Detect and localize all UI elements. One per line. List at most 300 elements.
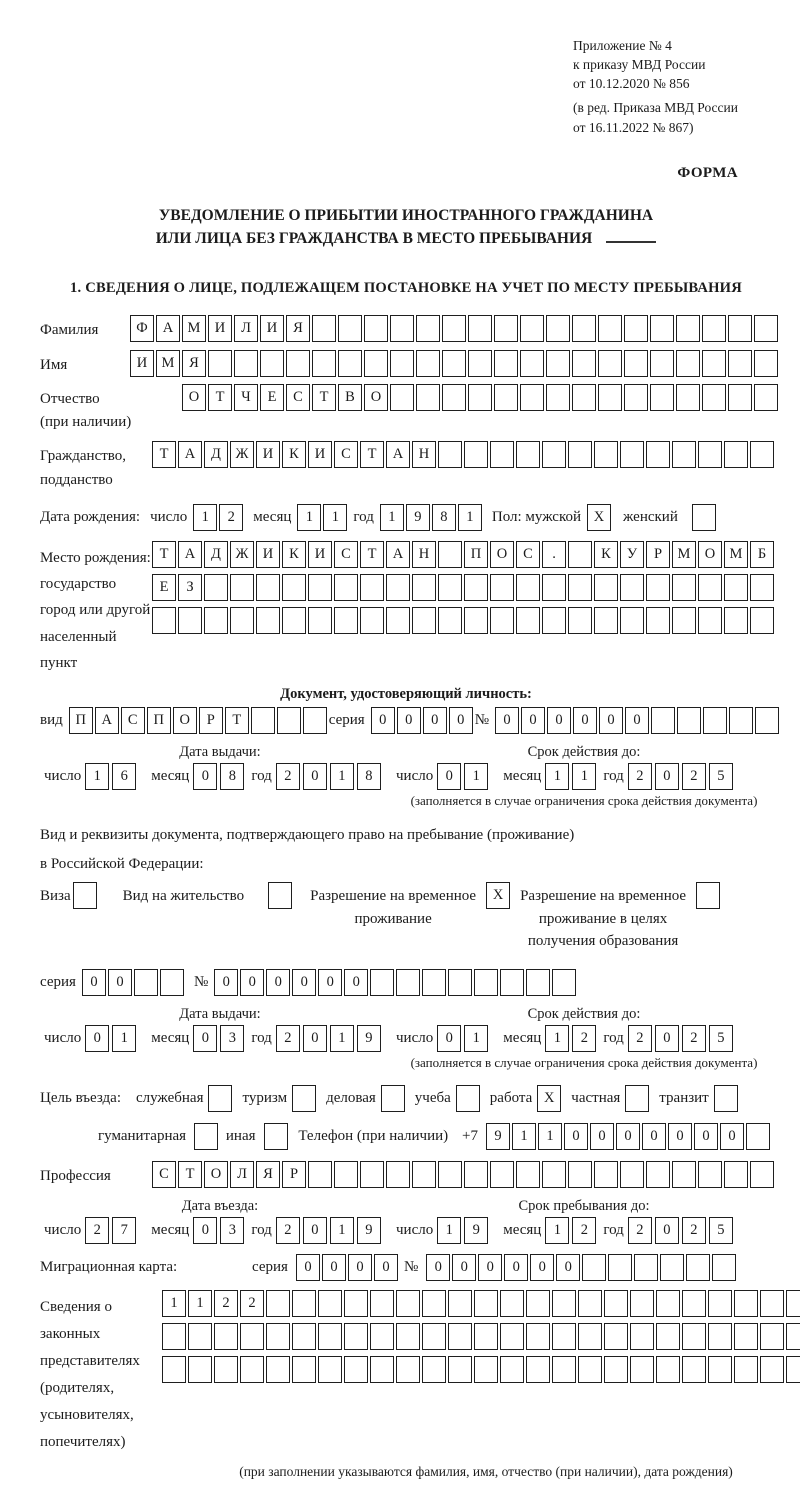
purpose-humanitarian-checkbox[interactable] [194, 1123, 218, 1150]
char-cell[interactable]: Т [208, 384, 232, 411]
char-cell[interactable]: 0 [397, 707, 421, 734]
char-cell[interactable] [422, 1356, 446, 1383]
char-cell[interactable]: К [594, 541, 618, 568]
char-cell[interactable] [303, 707, 327, 734]
char-cell[interactable]: 0 [423, 707, 447, 734]
char-cell[interactable] [734, 1356, 758, 1383]
char-cell[interactable] [526, 969, 550, 996]
char-cell[interactable] [438, 607, 462, 634]
char-cell[interactable]: Т [152, 541, 176, 568]
char-cell[interactable]: А [386, 541, 410, 568]
char-cell[interactable] [520, 350, 544, 377]
char-cell[interactable] [360, 1161, 384, 1188]
char-cell[interactable] [464, 1161, 488, 1188]
char-cell[interactable] [568, 607, 592, 634]
char-cell[interactable]: 2 [276, 1217, 300, 1244]
char-cell[interactable]: К [282, 541, 306, 568]
char-cell[interactable]: 1 [512, 1123, 536, 1150]
char-cell[interactable] [676, 384, 700, 411]
char-cell[interactable]: 2 [628, 1217, 652, 1244]
char-cell[interactable] [620, 441, 644, 468]
char-cell[interactable]: 0 [371, 707, 395, 734]
char-cell[interactable] [526, 1323, 550, 1350]
char-cell[interactable] [728, 350, 752, 377]
char-cell[interactable]: 5 [709, 763, 733, 790]
char-cell[interactable]: 1 [458, 504, 482, 531]
char-cell[interactable] [490, 574, 514, 601]
char-cell[interactable] [568, 574, 592, 601]
char-cell[interactable] [624, 315, 648, 342]
char-cell[interactable] [370, 1323, 394, 1350]
char-cell[interactable]: 0 [504, 1254, 528, 1281]
char-cell[interactable] [390, 350, 414, 377]
char-cell[interactable] [364, 315, 388, 342]
char-cell[interactable] [620, 1161, 644, 1188]
char-cell[interactable] [572, 384, 596, 411]
char-cell[interactable]: И [130, 350, 154, 377]
char-cell[interactable] [308, 1161, 332, 1188]
char-cell[interactable] [312, 350, 336, 377]
char-cell[interactable] [412, 574, 436, 601]
char-cell[interactable]: С [334, 441, 358, 468]
char-cell[interactable]: П [147, 707, 171, 734]
char-cell[interactable] [292, 1323, 316, 1350]
char-cell[interactable] [630, 1290, 654, 1317]
char-cell[interactable]: 8 [432, 504, 456, 531]
char-cell[interactable]: 0 [82, 969, 106, 996]
char-cell[interactable]: Б [750, 541, 774, 568]
char-cell[interactable] [650, 315, 674, 342]
purpose-work-checkbox[interactable]: X [537, 1085, 561, 1112]
char-cell[interactable]: 0 [616, 1123, 640, 1150]
char-cell[interactable] [634, 1254, 658, 1281]
char-cell[interactable] [234, 350, 258, 377]
char-cell[interactable]: 8 [357, 763, 381, 790]
char-cell[interactable] [598, 384, 622, 411]
char-cell[interactable]: М [156, 350, 180, 377]
char-cell[interactable]: 0 [720, 1123, 744, 1150]
char-cell[interactable] [277, 707, 301, 734]
char-cell[interactable]: Р [199, 707, 223, 734]
char-cell[interactable] [438, 441, 462, 468]
char-cell[interactable] [240, 1356, 264, 1383]
char-cell[interactable]: И [256, 541, 280, 568]
char-cell[interactable] [712, 1254, 736, 1281]
char-cell[interactable]: Е [260, 384, 284, 411]
char-cell[interactable] [230, 574, 254, 601]
char-cell[interactable]: 1 [297, 504, 321, 531]
char-cell[interactable] [754, 350, 778, 377]
char-cell[interactable]: Л [234, 315, 258, 342]
char-cell[interactable] [676, 350, 700, 377]
char-cell[interactable]: 1 [545, 1025, 569, 1052]
char-cell[interactable] [344, 1290, 368, 1317]
char-cell[interactable]: Т [225, 707, 249, 734]
char-cell[interactable]: Д [204, 541, 228, 568]
char-cell[interactable]: И [308, 541, 332, 568]
char-cell[interactable] [786, 1323, 800, 1350]
char-cell[interactable] [412, 607, 436, 634]
char-cell[interactable]: С [121, 707, 145, 734]
char-cell[interactable] [464, 441, 488, 468]
char-cell[interactable]: И [260, 315, 284, 342]
char-cell[interactable]: 0 [193, 763, 217, 790]
char-cell[interactable] [516, 574, 540, 601]
char-cell[interactable] [308, 607, 332, 634]
char-cell[interactable] [318, 1290, 342, 1317]
char-cell[interactable]: 0 [108, 969, 132, 996]
char-cell[interactable]: 0 [573, 707, 597, 734]
char-cell[interactable]: 0 [296, 1254, 320, 1281]
char-cell[interactable] [750, 441, 774, 468]
char-cell[interactable]: О [204, 1161, 228, 1188]
char-cell[interactable]: 2 [682, 1217, 706, 1244]
char-cell[interactable] [542, 441, 566, 468]
char-cell[interactable]: С [286, 384, 310, 411]
char-cell[interactable] [344, 1356, 368, 1383]
char-cell[interactable]: 0 [564, 1123, 588, 1150]
char-cell[interactable]: 3 [220, 1217, 244, 1244]
char-cell[interactable] [490, 607, 514, 634]
char-cell[interactable]: Ж [230, 541, 254, 568]
char-cell[interactable] [178, 607, 202, 634]
char-cell[interactable] [686, 1254, 710, 1281]
char-cell[interactable] [312, 315, 336, 342]
char-cell[interactable]: 2 [572, 1217, 596, 1244]
char-cell[interactable]: 1 [330, 1217, 354, 1244]
char-cell[interactable] [676, 315, 700, 342]
char-cell[interactable] [598, 350, 622, 377]
char-cell[interactable]: 2 [628, 763, 652, 790]
char-cell[interactable] [698, 607, 722, 634]
char-cell[interactable] [786, 1290, 800, 1317]
char-cell[interactable] [702, 350, 726, 377]
char-cell[interactable] [468, 384, 492, 411]
char-cell[interactable] [724, 574, 748, 601]
char-cell[interactable]: 1 [437, 1217, 461, 1244]
char-cell[interactable] [728, 384, 752, 411]
char-cell[interactable] [390, 384, 414, 411]
char-cell[interactable] [604, 1356, 628, 1383]
char-cell[interactable] [162, 1356, 186, 1383]
char-cell[interactable]: И [208, 315, 232, 342]
char-cell[interactable] [646, 574, 670, 601]
char-cell[interactable] [572, 315, 596, 342]
char-cell[interactable] [422, 969, 446, 996]
char-cell[interactable]: 2 [572, 1025, 596, 1052]
char-cell[interactable] [494, 350, 518, 377]
char-cell[interactable] [188, 1356, 212, 1383]
char-cell[interactable] [682, 1290, 706, 1317]
char-cell[interactable] [724, 1161, 748, 1188]
char-cell[interactable] [468, 350, 492, 377]
char-cell[interactable]: 0 [495, 707, 519, 734]
char-cell[interactable] [152, 607, 176, 634]
char-cell[interactable] [568, 1161, 592, 1188]
char-cell[interactable]: 5 [709, 1217, 733, 1244]
char-cell[interactable]: Т [360, 541, 384, 568]
char-cell[interactable]: С [516, 541, 540, 568]
char-cell[interactable]: 1 [112, 1025, 136, 1052]
char-cell[interactable] [442, 315, 466, 342]
char-cell[interactable]: И [308, 441, 332, 468]
char-cell[interactable] [442, 384, 466, 411]
char-cell[interactable]: 0 [590, 1123, 614, 1150]
char-cell[interactable] [604, 1290, 628, 1317]
char-cell[interactable]: 0 [521, 707, 545, 734]
char-cell[interactable] [240, 1323, 264, 1350]
char-cell[interactable] [542, 607, 566, 634]
char-cell[interactable] [578, 1290, 602, 1317]
char-cell[interactable]: О [490, 541, 514, 568]
char-cell[interactable] [724, 441, 748, 468]
char-cell[interactable]: М [182, 315, 206, 342]
purpose-study-checkbox[interactable] [456, 1085, 480, 1112]
char-cell[interactable] [656, 1323, 680, 1350]
char-cell[interactable] [134, 969, 158, 996]
char-cell[interactable]: 1 [188, 1290, 212, 1317]
char-cell[interactable]: А [95, 707, 119, 734]
char-cell[interactable] [568, 441, 592, 468]
char-cell[interactable]: 0 [547, 707, 571, 734]
char-cell[interactable] [386, 607, 410, 634]
char-cell[interactable] [760, 1290, 784, 1317]
char-cell[interactable]: 1 [572, 763, 596, 790]
char-cell[interactable] [677, 707, 701, 734]
char-cell[interactable] [230, 607, 254, 634]
char-cell[interactable]: 1 [464, 763, 488, 790]
char-cell[interactable] [214, 1323, 238, 1350]
char-cell[interactable] [474, 1290, 498, 1317]
char-cell[interactable]: 0 [214, 969, 238, 996]
char-cell[interactable] [604, 1323, 628, 1350]
char-cell[interactable]: 2 [240, 1290, 264, 1317]
visa-checkbox[interactable] [73, 882, 97, 909]
char-cell[interactable] [578, 1356, 602, 1383]
char-cell[interactable] [448, 1290, 472, 1317]
char-cell[interactable]: 9 [406, 504, 430, 531]
char-cell[interactable]: С [334, 541, 358, 568]
char-cell[interactable] [251, 707, 275, 734]
char-cell[interactable] [672, 607, 696, 634]
char-cell[interactable]: 2 [628, 1025, 652, 1052]
char-cell[interactable] [708, 1356, 732, 1383]
char-cell[interactable] [546, 315, 570, 342]
purpose-business-checkbox[interactable] [381, 1085, 405, 1112]
char-cell[interactable] [256, 574, 280, 601]
char-cell[interactable] [500, 969, 524, 996]
char-cell[interactable] [594, 574, 618, 601]
char-cell[interactable]: О [182, 384, 206, 411]
char-cell[interactable] [386, 574, 410, 601]
char-cell[interactable] [672, 574, 696, 601]
char-cell[interactable] [474, 969, 498, 996]
purpose-other-checkbox[interactable] [264, 1123, 288, 1150]
char-cell[interactable]: 0 [426, 1254, 450, 1281]
purpose-tourism-checkbox[interactable] [292, 1085, 316, 1112]
char-cell[interactable]: М [672, 541, 696, 568]
char-cell[interactable]: Н [412, 541, 436, 568]
char-cell[interactable]: 0 [303, 763, 327, 790]
char-cell[interactable] [448, 1323, 472, 1350]
rvp-education-checkbox[interactable] [696, 882, 720, 909]
char-cell[interactable] [416, 384, 440, 411]
char-cell[interactable] [260, 350, 284, 377]
char-cell[interactable] [702, 384, 726, 411]
char-cell[interactable] [594, 441, 618, 468]
char-cell[interactable] [754, 315, 778, 342]
char-cell[interactable]: 0 [449, 707, 473, 734]
char-cell[interactable] [160, 969, 184, 996]
char-cell[interactable]: 0 [694, 1123, 718, 1150]
char-cell[interactable]: О [364, 384, 388, 411]
char-cell[interactable] [672, 441, 696, 468]
purpose-official-checkbox[interactable] [208, 1085, 232, 1112]
char-cell[interactable] [698, 1161, 722, 1188]
char-cell[interactable]: 2 [682, 763, 706, 790]
char-cell[interactable]: А [178, 541, 202, 568]
char-cell[interactable] [490, 441, 514, 468]
rvp-checkbox[interactable]: X [486, 882, 510, 909]
char-cell[interactable]: 0 [530, 1254, 554, 1281]
char-cell[interactable] [552, 1290, 576, 1317]
char-cell[interactable] [698, 441, 722, 468]
char-cell[interactable] [422, 1290, 446, 1317]
char-cell[interactable]: Л [230, 1161, 254, 1188]
char-cell[interactable] [728, 315, 752, 342]
char-cell[interactable]: Я [256, 1161, 280, 1188]
char-cell[interactable]: 0 [478, 1254, 502, 1281]
char-cell[interactable] [214, 1356, 238, 1383]
char-cell[interactable]: Я [286, 315, 310, 342]
char-cell[interactable] [760, 1323, 784, 1350]
char-cell[interactable] [552, 1356, 576, 1383]
char-cell[interactable] [334, 1161, 358, 1188]
char-cell[interactable]: 0 [348, 1254, 372, 1281]
char-cell[interactable]: 1 [330, 1025, 354, 1052]
char-cell[interactable] [620, 607, 644, 634]
char-cell[interactable]: Ч [234, 384, 258, 411]
char-cell[interactable]: 9 [357, 1217, 381, 1244]
char-cell[interactable] [703, 707, 727, 734]
char-cell[interactable] [422, 1323, 446, 1350]
char-cell[interactable] [494, 315, 518, 342]
char-cell[interactable] [474, 1323, 498, 1350]
char-cell[interactable] [396, 1356, 420, 1383]
char-cell[interactable] [754, 384, 778, 411]
char-cell[interactable] [500, 1323, 524, 1350]
char-cell[interactable] [542, 1161, 566, 1188]
char-cell[interactable] [516, 607, 540, 634]
char-cell[interactable] [656, 1356, 680, 1383]
char-cell[interactable]: М [724, 541, 748, 568]
char-cell[interactable] [494, 384, 518, 411]
char-cell[interactable]: 0 [437, 1025, 461, 1052]
char-cell[interactable] [344, 1323, 368, 1350]
char-cell[interactable]: 2 [85, 1217, 109, 1244]
char-cell[interactable] [582, 1254, 606, 1281]
char-cell[interactable] [708, 1290, 732, 1317]
char-cell[interactable]: 0 [193, 1025, 217, 1052]
char-cell[interactable] [646, 441, 670, 468]
char-cell[interactable] [386, 1161, 410, 1188]
char-cell[interactable]: 0 [266, 969, 290, 996]
char-cell[interactable] [520, 384, 544, 411]
char-cell[interactable]: 0 [655, 763, 679, 790]
char-cell[interactable] [646, 1161, 670, 1188]
char-cell[interactable] [416, 315, 440, 342]
char-cell[interactable] [755, 707, 779, 734]
char-cell[interactable] [370, 1356, 394, 1383]
char-cell[interactable] [334, 574, 358, 601]
char-cell[interactable]: С [152, 1161, 176, 1188]
char-cell[interactable] [608, 1254, 632, 1281]
char-cell[interactable]: 6 [112, 763, 136, 790]
char-cell[interactable]: 8 [220, 763, 244, 790]
char-cell[interactable] [490, 1161, 514, 1188]
char-cell[interactable]: Е [152, 574, 176, 601]
char-cell[interactable] [438, 1161, 462, 1188]
char-cell[interactable]: П [464, 541, 488, 568]
char-cell[interactable] [660, 1254, 684, 1281]
char-cell[interactable] [620, 574, 644, 601]
char-cell[interactable]: 1 [380, 504, 404, 531]
char-cell[interactable]: 1 [538, 1123, 562, 1150]
char-cell[interactable] [256, 607, 280, 634]
char-cell[interactable]: 1 [193, 504, 217, 531]
char-cell[interactable] [516, 441, 540, 468]
char-cell[interactable]: 9 [357, 1025, 381, 1052]
char-cell[interactable]: О [173, 707, 197, 734]
char-cell[interactable]: Т [152, 441, 176, 468]
char-cell[interactable] [188, 1323, 212, 1350]
char-cell[interactable] [292, 1356, 316, 1383]
char-cell[interactable]: 0 [240, 969, 264, 996]
char-cell[interactable] [500, 1356, 524, 1383]
char-cell[interactable] [162, 1323, 186, 1350]
char-cell[interactable] [546, 384, 570, 411]
char-cell[interactable]: 1 [162, 1290, 186, 1317]
char-cell[interactable] [786, 1356, 800, 1383]
char-cell[interactable] [338, 315, 362, 342]
char-cell[interactable] [546, 350, 570, 377]
char-cell[interactable] [396, 1323, 420, 1350]
purpose-private-checkbox[interactable] [625, 1085, 649, 1112]
char-cell[interactable] [318, 1323, 342, 1350]
char-cell[interactable] [266, 1356, 290, 1383]
char-cell[interactable]: 2 [682, 1025, 706, 1052]
char-cell[interactable]: 1 [323, 504, 347, 531]
char-cell[interactable] [396, 969, 420, 996]
char-cell[interactable] [594, 1161, 618, 1188]
char-cell[interactable]: 0 [318, 969, 342, 996]
sex-female-checkbox[interactable] [692, 504, 716, 531]
char-cell[interactable]: 0 [437, 763, 461, 790]
char-cell[interactable]: 0 [344, 969, 368, 996]
char-cell[interactable]: А [386, 441, 410, 468]
char-cell[interactable] [412, 1161, 436, 1188]
char-cell[interactable] [598, 315, 622, 342]
char-cell[interactable] [204, 574, 228, 601]
char-cell[interactable]: Ж [230, 441, 254, 468]
char-cell[interactable]: Т [360, 441, 384, 468]
char-cell[interactable] [416, 350, 440, 377]
char-cell[interactable] [464, 574, 488, 601]
char-cell[interactable]: 0 [292, 969, 316, 996]
char-cell[interactable]: . [542, 541, 566, 568]
char-cell[interactable] [468, 315, 492, 342]
char-cell[interactable] [526, 1356, 550, 1383]
